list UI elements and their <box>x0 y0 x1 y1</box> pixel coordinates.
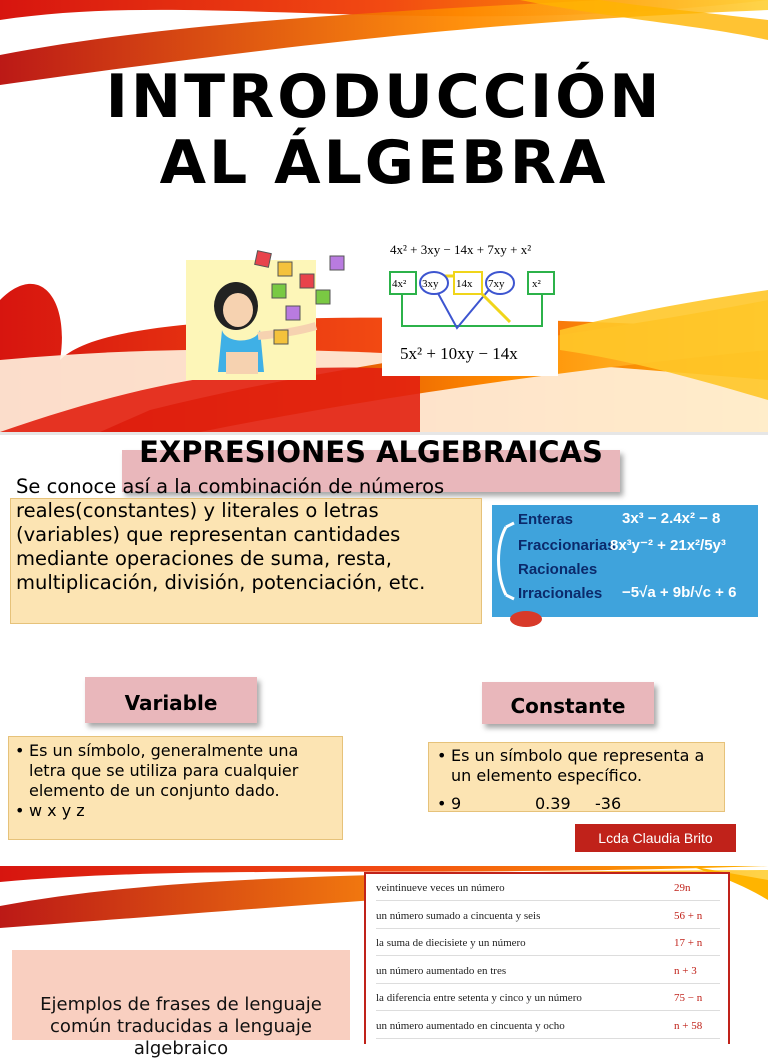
math-term: 7xy <box>488 278 505 290</box>
slide-expresiones <box>0 432 768 866</box>
author-badge: Lcda Claudia Brito <box>575 824 736 852</box>
slide-title <box>0 0 768 432</box>
variable-bullet: • w x y z <box>15 801 336 821</box>
definition-text: Se conoce así a la combinación de números reales(constantes) y literales o letras (variables) que representan cantidades mediante operaciones de suma, resta, multiplicación, división, potenciación, etc. <box>16 475 445 594</box>
girl-with-cubes-illustration <box>186 244 356 382</box>
title-line-1: INTRODUCCIÓN <box>105 62 663 132</box>
expression-cell: 29n <box>674 882 691 894</box>
expression-cell: 75 − n <box>674 992 703 1004</box>
like-terms-diagram <box>382 238 558 376</box>
variable-box <box>8 736 343 840</box>
phrase-cell: un número sumado a cincuenta y seis <box>376 909 541 922</box>
phrase-cell: un número aumentado en cincuenta y ocho <box>376 1019 565 1032</box>
table-row <box>376 902 720 929</box>
constante-bullet-definition: • Es un símbolo que representa a un elemento específico. <box>437 746 716 786</box>
constante-box <box>428 742 725 812</box>
table-row <box>376 929 720 956</box>
math-result: 5x² + 10xy − 14x <box>400 344 518 363</box>
expression-type-example: 8x³y⁻² + 21x²/5y³ <box>610 537 726 554</box>
expression-type-example: −5√a + 9b/√c + 6 <box>622 584 737 601</box>
phrase-cell: un número aumentado en tres <box>376 964 507 977</box>
math-term: 14x <box>456 278 473 290</box>
variable-bullets <box>15 741 336 821</box>
row-divider <box>376 1038 720 1039</box>
phrase-cell: la diferencia entre setenta y cinco y un número <box>376 992 582 1004</box>
table-row <box>376 984 720 1011</box>
expression-type-label: Fraccionarias <box>518 537 616 554</box>
math-term: 4x² <box>392 278 407 290</box>
math-expression: 4x² + 3xy − 14x + 7xy + x² <box>390 242 532 257</box>
table-row <box>376 957 720 984</box>
constante-value-1: 9 <box>451 794 462 813</box>
expression-type-label: Irracionales <box>518 585 603 602</box>
constante-title: Constante <box>510 694 626 718</box>
constante-value-3: -36 <box>595 794 622 813</box>
constante-value-2: 0.39 <box>535 794 571 813</box>
math-term: 3xy <box>422 278 439 290</box>
expression-cell: 56 + n <box>674 909 703 922</box>
expression-cell: 17 + n <box>674 937 703 949</box>
phrase-translation-table <box>364 872 730 1044</box>
slide-ejemplos <box>0 866 768 1059</box>
examples-caption: Ejemplos de frases de lenguaje común traducidas a lenguaje algebraico <box>40 994 322 1059</box>
expression-type-label: Enteras <box>518 511 574 528</box>
title-line-2: AL ÁLGEBRA <box>159 128 609 198</box>
table-row <box>376 874 720 901</box>
variable-bullet: • Es un símbolo, generalmente una letra que se utiliza para cualquier elemento de un conjunto dado. <box>15 741 336 801</box>
table-row <box>376 1012 720 1039</box>
section-heading: EXPRESIONES ALGEBRAICAS <box>139 435 603 469</box>
expression-type-label: Racionales <box>518 561 598 578</box>
expression-cell: n + 3 <box>674 964 697 977</box>
expression-types-image <box>492 505 758 617</box>
math-term: x² <box>532 278 541 290</box>
constante-bullet-values <box>437 794 716 814</box>
phrase-cell: la suma de diecisiete y un número <box>376 937 526 949</box>
phrase-cell: veintinueve veces un número <box>376 882 505 894</box>
expression-type-example: 3x³ − 2.4x² − 8 <box>622 510 721 527</box>
variable-title: Variable <box>124 691 218 715</box>
expression-cell: n + 58 <box>674 1019 703 1032</box>
